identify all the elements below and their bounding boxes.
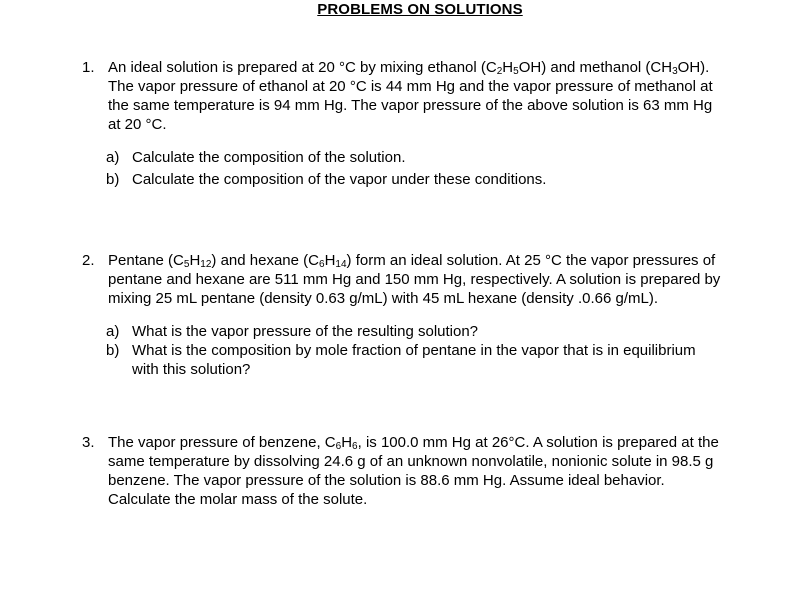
problem-part (106, 170, 722, 189)
problem-question: Calculate the molar mass of the solute. (108, 491, 368, 508)
problem-text: An ideal solution is prepared at 20 °C by mixing ethanol $(C_2H_5OH)$ and methanol $(CH_3OH)$. The vapor pressure of ethanol at 20 °C is 44 mm Hg and the vapor pressure of methanol at the same temperature is 94 mm Hg. The vapor pressure of the above solution is 63 mm Hg at 20 °C. (108, 59, 713, 133)
part-letter: a) (106, 323, 120, 340)
part-letter: b) (106, 342, 120, 359)
part-text: Calculate the composition of the solution. (132, 149, 406, 166)
problem-3 (82, 433, 722, 509)
part-letter: b) (106, 171, 120, 188)
problem-part (106, 322, 722, 341)
part-text: What is the composition by mole fraction of pentane in the vapor that is in equilibrium with this solution? (132, 342, 696, 378)
problem-statement (108, 433, 722, 509)
part-text: What is the vapor pressure of the resulting solution? (132, 323, 479, 340)
problem-part (106, 148, 722, 167)
problem-1 (82, 58, 722, 189)
problem-text: The vapor pressure of benzene, $C_6H_6$, is 100.0 mm Hg at 26°C. A solution is prepared at the same temperature by dissolving 24.6 g of an unknown nonvolatile, nonionic solute in 98.5 g benzene. The vapor pressure of the solution is 88.6 mm Hg. Assume ideal behavior. (108, 434, 719, 489)
problem-parts (106, 322, 722, 379)
part-text: Calculate the composition of the vapor under these conditions. (132, 171, 547, 188)
part-letter: a) (106, 149, 120, 166)
problem-statement (108, 58, 722, 134)
problem-2 (82, 251, 722, 379)
problem-number: 2. (82, 252, 95, 269)
page-title: PROBLEMS ON SOLUTIONS (317, 1, 523, 18)
problem-parts (106, 148, 722, 189)
problem-number: 3. (82, 434, 95, 451)
problem-statement (108, 251, 722, 308)
problem-number: 1. (82, 59, 95, 76)
problem-text: Pentane $(C_5H_{12})$ and hexane $(C_6H_{14})$ form an ideal solution. At 25 °C the vapor pressures of pentane and hexane are 511 mm Hg and 150 mm Hg, respectively. A solution is prepared by mixing 25 mL pentane (density 0.63 g/mL) with 45 mL hexane (density .0.66 g/mL). (108, 252, 721, 307)
problem-part (106, 341, 722, 379)
